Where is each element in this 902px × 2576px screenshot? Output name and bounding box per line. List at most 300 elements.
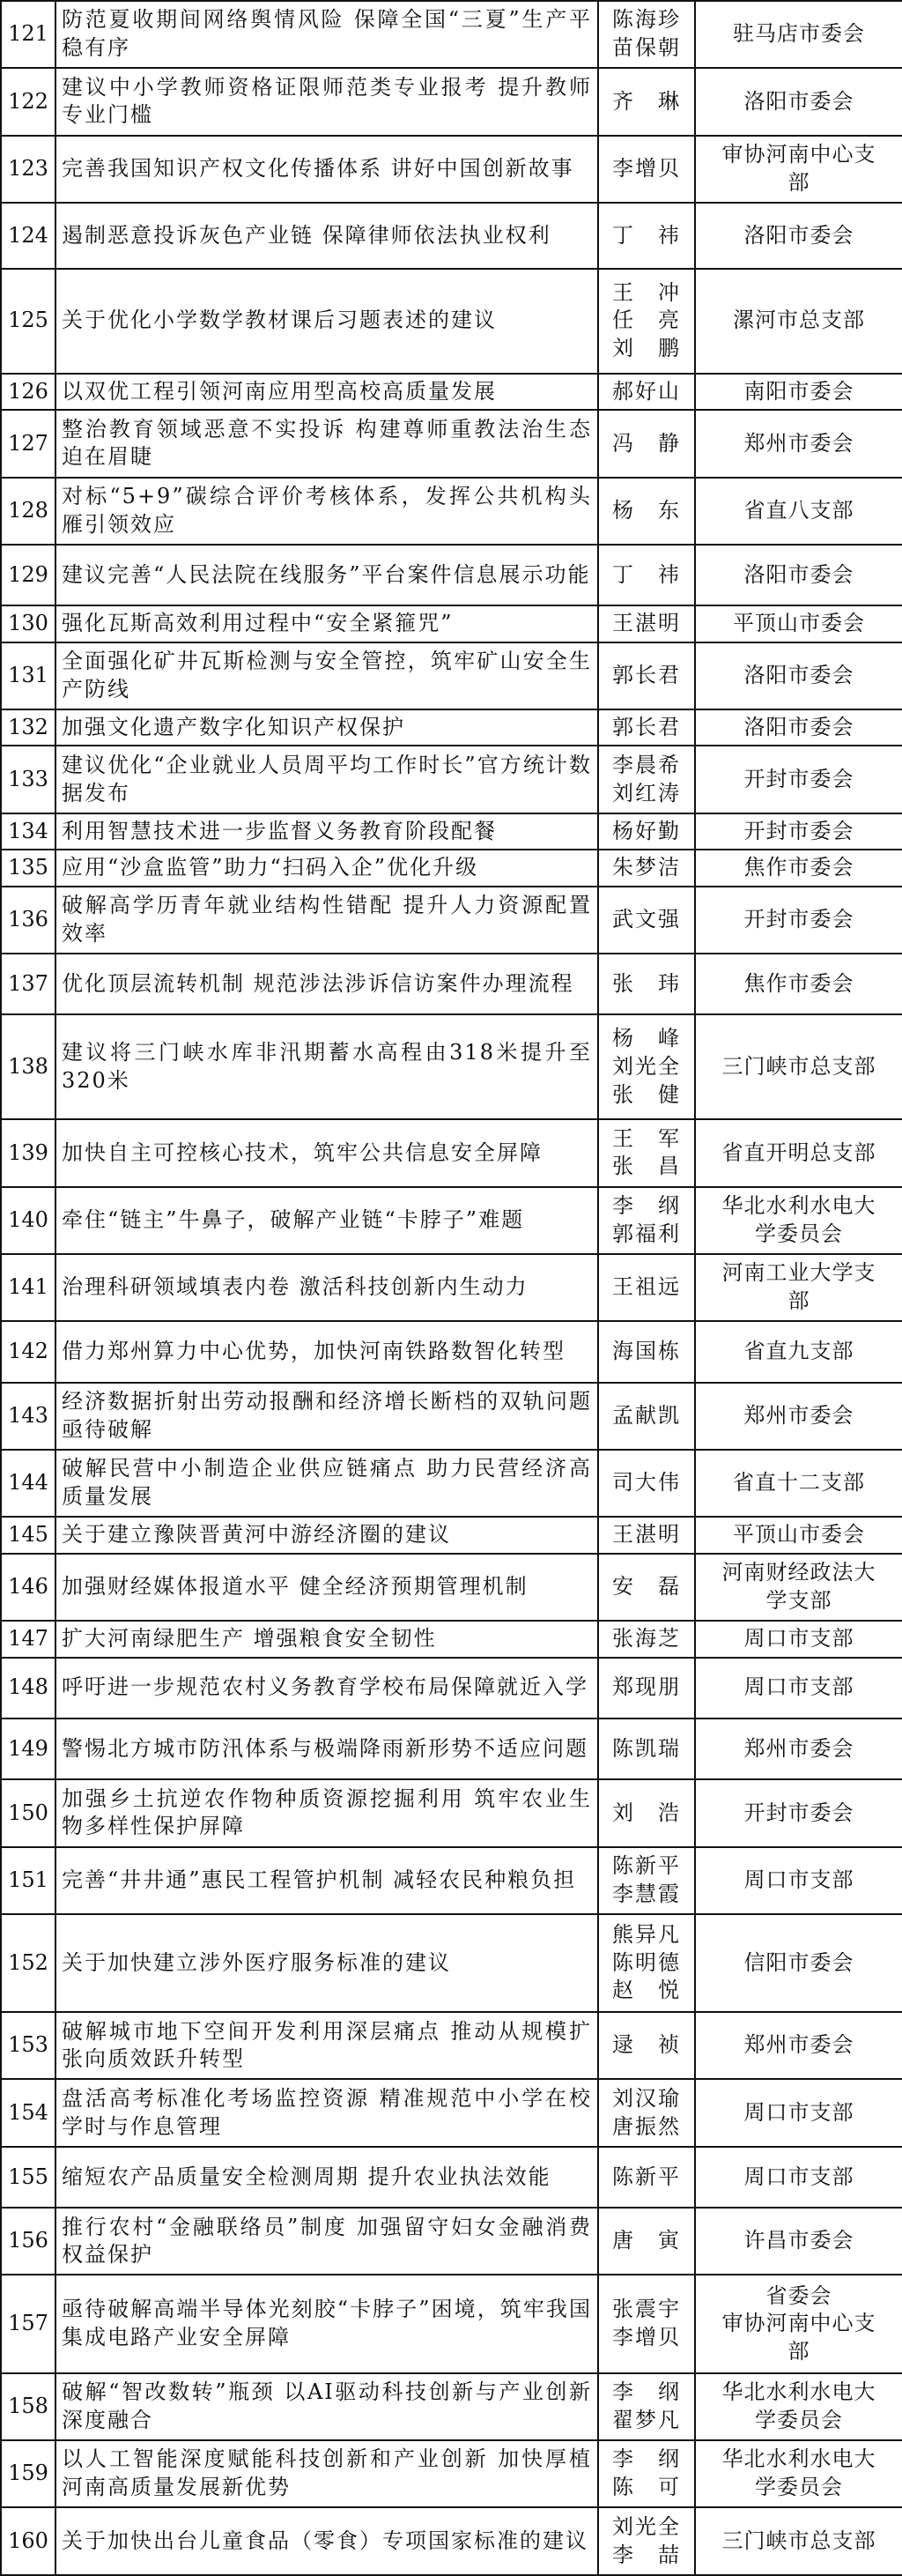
- author-name: 朱梦洁: [612, 855, 681, 880]
- proposal-unit: [695, 1119, 902, 1186]
- proposal-title: 强化瓦斯高效利用过程中“安全紧箍咒”: [55, 605, 598, 642]
- unit-name: 河南财经政法大: [721, 1560, 876, 1585]
- proposal-title: 加强文化遗产数字化知识产权保护: [55, 709, 598, 746]
- author-name: 陈 可: [612, 2475, 681, 2500]
- author-name: 王 军: [612, 1125, 681, 1151]
- unit-name: 三门峡市总支部: [721, 2528, 876, 2553]
- proposal-title: 破解“智改数转”瓶颈 以AI驱动科技创新与产业创新深度融合: [55, 2373, 598, 2440]
- row-number: 147: [1, 1621, 55, 1657]
- unit-name: 许昌市委会: [743, 2228, 854, 2253]
- author-name: 翟梦凡: [612, 2407, 681, 2432]
- unit-name: 部: [787, 1288, 810, 1314]
- unit-name: 华北水利水电大: [721, 2446, 876, 2472]
- author-name: 武文强: [612, 907, 681, 932]
- proposal-unit: [695, 1779, 902, 1846]
- proposal-unit: [695, 68, 902, 135]
- unit-name: 信阳市委会: [743, 1949, 854, 1975]
- proposal-authors: [598, 203, 695, 269]
- proposal-title: 缩短农产品质量安全检测周期 提升农业执法效能: [55, 2147, 598, 2208]
- author-name: 杨好勤: [612, 818, 681, 843]
- table-row: [1, 2373, 902, 2440]
- row-number: 152: [1, 1914, 55, 2012]
- author-name: 张海芝: [612, 1625, 681, 1651]
- row-number: 154: [1, 2079, 55, 2146]
- table-row: [1, 2440, 902, 2507]
- proposal-authors: [598, 2147, 695, 2208]
- row-number: 158: [1, 2373, 55, 2440]
- proposal-title: 利用智慧技术进一步监督义务教育阶段配餐: [55, 813, 598, 850]
- author-name: 李 纲: [612, 2379, 681, 2405]
- proposal-unit: [695, 1658, 902, 1719]
- row-number: 142: [1, 1321, 55, 1382]
- unit-name: 郑州市委会: [743, 1735, 854, 1761]
- table-row: [1, 1254, 902, 1321]
- proposal-authors: [598, 1, 695, 68]
- proposal-authors: [598, 813, 695, 850]
- author-name: 杨 峰: [612, 1026, 681, 1051]
- author-name: 陈海珍: [612, 7, 681, 33]
- proposal-unit: [695, 2079, 902, 2146]
- proposal-authors: [598, 1014, 695, 1119]
- proposal-unit: [695, 1621, 902, 1657]
- unit-name: 焦作市委会: [743, 855, 854, 880]
- proposal-authors: [598, 954, 695, 1014]
- proposal-unit: [695, 1450, 902, 1517]
- author-name: 陈新平: [612, 2164, 681, 2189]
- proposal-unit: [695, 1014, 902, 1119]
- row-number: 153: [1, 2012, 55, 2079]
- unit-name: 周口市支部: [743, 2164, 854, 2189]
- unit-name: 驻马店市委会: [733, 21, 865, 47]
- proposal-unit: [695, 1321, 902, 1382]
- proposal-title: 遏制恶意投诉灰色产业链 保障律师依法执业权利: [55, 203, 598, 269]
- proposal-authors: [598, 1517, 695, 1553]
- row-number: 141: [1, 1254, 55, 1321]
- unit-name: 周口市支部: [743, 1625, 854, 1651]
- unit-name: 洛阳市委会: [743, 222, 854, 248]
- proposal-title: 对标“5+9”碳综合评价考核体系，发挥公共机构头雁引领效应: [55, 478, 598, 545]
- proposal-authors: [598, 2440, 695, 2507]
- row-number: 150: [1, 1779, 55, 1846]
- row-number: 144: [1, 1450, 55, 1517]
- author-name: 刘光全: [612, 2513, 681, 2539]
- unit-name: 华北水利水电大: [721, 1193, 876, 1219]
- proposal-unit: [695, 1914, 902, 2012]
- unit-name: 周口市支部: [743, 1867, 854, 1892]
- unit-name: 郑州市委会: [743, 430, 854, 456]
- row-number: 139: [1, 1119, 55, 1186]
- table-row: [1, 709, 902, 746]
- author-name: 张震宇: [612, 2297, 681, 2322]
- author-name: 张 玮: [612, 970, 681, 996]
- table-row: [1, 813, 902, 850]
- proposal-unit: [695, 2275, 902, 2372]
- table-row: [1, 2012, 902, 2079]
- proposal-unit: [695, 1554, 902, 1621]
- proposal-authors: [598, 269, 695, 374]
- author-name: 任 亮: [612, 308, 681, 333]
- table-row: [1, 2275, 902, 2372]
- row-number: 135: [1, 850, 55, 886]
- proposal-authors: [598, 1658, 695, 1719]
- table-row: [1, 954, 902, 1014]
- proposal-unit: [695, 605, 902, 642]
- table-row: [1, 2208, 902, 2275]
- proposal-unit: [695, 269, 902, 374]
- author-name: 唐振然: [612, 2113, 681, 2139]
- row-number: 145: [1, 1517, 55, 1553]
- author-name: 孟献凯: [612, 1402, 681, 1428]
- row-number: 130: [1, 605, 55, 642]
- row-number: 122: [1, 68, 55, 135]
- proposal-title: 破解高学历青年就业结构性错配 提升人力资源配置效率: [55, 887, 598, 954]
- proposal-authors: [598, 709, 695, 746]
- author-name: 司大伟: [612, 1470, 681, 1496]
- proposal-authors: [598, 1914, 695, 2012]
- unit-name: 省直九支部: [743, 1339, 854, 1364]
- proposal-title: 加强乡土抗逆农作物种质资源挖掘利用 筑牢农业生物多样性保护屏障: [55, 1779, 598, 1846]
- unit-name: 漯河市总支部: [733, 308, 865, 333]
- author-name: 齐 琳: [612, 88, 681, 114]
- unit-name: 洛阳市委会: [743, 561, 854, 587]
- unit-name: 三门峡市总支部: [721, 1054, 876, 1080]
- proposal-authors: [598, 1450, 695, 1517]
- row-number: 123: [1, 136, 55, 203]
- proposal-title: 应用“沙盒监管”助力“扫码入企”优化升级: [55, 850, 598, 886]
- author-name: 李 喆: [612, 2542, 681, 2567]
- proposal-title: 关于加快出台儿童食品（零食）专项国家标准的建议: [55, 2507, 598, 2575]
- proposal-unit: [695, 136, 902, 203]
- author-name: 郝好山: [612, 378, 681, 404]
- table-row: [1, 1914, 902, 2012]
- unit-name: 省直十二支部: [733, 1470, 865, 1496]
- unit-name: 学委员会: [755, 2475, 843, 2500]
- author-name: 刘汉瑜: [612, 2085, 681, 2111]
- proposal-authors: [598, 1187, 695, 1254]
- proposal-title: 亟待破解高端半导体光刻胶“卡脖子”困境，筑牢我国集成电路产业安全屏障: [55, 2275, 598, 2372]
- unit-name: 平顶山市委会: [733, 1522, 865, 1548]
- unit-name: 洛阳市委会: [743, 88, 854, 114]
- row-number: 133: [1, 746, 55, 813]
- table-row: [1, 1187, 902, 1254]
- author-name: 张 昌: [612, 1154, 681, 1179]
- proposal-title: 破解城市地下空间开发利用深层痛点 推动从规模扩张向质效跃升转型: [55, 2012, 598, 2079]
- unit-name: 洛阳市委会: [743, 663, 854, 687]
- proposal-authors: [598, 136, 695, 203]
- table-row: [1, 1, 902, 68]
- row-number: 127: [1, 410, 55, 477]
- row-number: 124: [1, 203, 55, 269]
- author-name: 李增贝: [612, 2325, 681, 2350]
- proposal-title: 关于优化小学数学教材课后习题表述的建议: [55, 269, 598, 374]
- row-number: 125: [1, 269, 55, 374]
- proposal-title: 建议优化“企业就业人员周平均工作时长”官方统计数据发布: [55, 746, 598, 813]
- table-row: [1, 1554, 902, 1621]
- proposal-authors: [598, 1554, 695, 1621]
- proposal-authors: [598, 2373, 695, 2440]
- proposal-unit: [695, 1, 902, 68]
- row-number: 134: [1, 813, 55, 850]
- table-row: [1, 1321, 902, 1382]
- proposal-title: 加快自主可控核心技术，筑牢公共信息安全屏障: [55, 1119, 598, 1186]
- proposal-unit: [695, 1187, 902, 1254]
- table-row: [1, 2507, 902, 2575]
- proposal-authors: [598, 746, 695, 813]
- proposal-authors: [598, 2507, 695, 2575]
- author-name: 陈明德: [612, 1949, 681, 1975]
- author-name: 赵 悦: [612, 1978, 681, 2003]
- author-name: 丁 祎: [612, 561, 681, 587]
- row-number: 126: [1, 374, 55, 410]
- table-row: [1, 1517, 902, 1553]
- proposal-authors: [598, 374, 695, 410]
- table-row: [1, 1719, 902, 1779]
- author-name: 李慧霞: [612, 1881, 681, 1906]
- proposal-authors: [598, 68, 695, 135]
- proposal-title: 推行农村“金融联络员”制度 加强留守妇女金融消费权益保护: [55, 2208, 598, 2275]
- row-number: 137: [1, 954, 55, 1014]
- proposal-title: 盘活高考标准化考场监控资源 精准规范中小学在校学时与作息管理: [55, 2079, 598, 2146]
- unit-name: 开封市委会: [743, 907, 854, 932]
- table-row: [1, 269, 902, 374]
- row-number: 146: [1, 1554, 55, 1621]
- row-number: 129: [1, 545, 55, 605]
- proposal-title: 以人工智能深度赋能科技创新和产业创新 加快厚植河南高质量发展新优势: [55, 2440, 598, 2507]
- proposal-authors: [598, 1254, 695, 1321]
- table-row: [1, 642, 902, 709]
- proposal-authors: [598, 1621, 695, 1657]
- table-row: [1, 2147, 902, 2208]
- author-name: 刘红涛: [612, 780, 681, 805]
- proposal-authors: [598, 1719, 695, 1779]
- unit-name: 周口市支部: [743, 2099, 854, 2125]
- proposal-authors: [598, 1779, 695, 1846]
- proposal-title: 呼吁进一步规范农村义务教育学校布局保障就近入学: [55, 1658, 598, 1719]
- unit-name: 学委员会: [755, 2407, 843, 2432]
- proposal-title: 全面强化矿井瓦斯检测与安全管控，筑牢矿山安全生产防线: [55, 642, 598, 709]
- proposal-authors: [598, 2012, 695, 2079]
- proposal-authors: [598, 478, 695, 545]
- author-name: 苗保朝: [612, 35, 681, 61]
- proposal-title: 整治教育领域恶意不实投诉 构建尊师重教法治生态迫在眉睫: [55, 410, 598, 477]
- table-row: [1, 1621, 902, 1657]
- proposal-authors: [598, 1383, 695, 1450]
- unit-name: 洛阳市委会: [743, 714, 854, 739]
- table-row: [1, 1450, 902, 1517]
- proposal-title: 完善“井井通”惠民工程管护机制 减轻农民种粮负担: [55, 1847, 598, 1914]
- author-name: 郑现朋: [612, 1674, 681, 1700]
- proposal-title: 防范夏收期间网络舆情风险 保障全国“三夏”生产平稳有序: [55, 1, 598, 68]
- proposal-authors: [598, 2079, 695, 2146]
- row-number: 131: [1, 642, 55, 709]
- proposal-title: 优化顶层流转机制 规范涉法涉诉信访案件办理流程: [55, 954, 598, 1014]
- proposal-unit: [695, 2507, 902, 2575]
- table-row: [1, 1119, 902, 1186]
- proposal-authors: [598, 2275, 695, 2372]
- author-name: 杨 东: [612, 497, 681, 523]
- proposal-authors: [598, 545, 695, 605]
- unit-name: 平顶山市委会: [733, 611, 865, 636]
- author-name: 李 纲: [612, 1193, 681, 1219]
- proposal-title: 扩大河南绿肥生产 增强粮食安全韧性: [55, 1621, 598, 1657]
- row-number: 148: [1, 1658, 55, 1719]
- row-number: 136: [1, 887, 55, 954]
- unit-name: 周口市支部: [743, 1674, 854, 1700]
- author-name: 刘光全: [612, 1054, 681, 1080]
- author-name: 陈新平: [612, 1853, 681, 1879]
- table-row: [1, 1658, 902, 1719]
- author-name: 冯 静: [612, 430, 681, 456]
- proposal-unit: [695, 813, 902, 850]
- author-name: 李晨希: [612, 752, 681, 777]
- proposal-unit: [695, 954, 902, 1014]
- unit-name: 省委会: [765, 2283, 832, 2308]
- proposal-authors: [598, 850, 695, 886]
- proposal-title: 建议将三门峡水库非汛期蓄水高程由318米提升至320米: [55, 1014, 598, 1119]
- proposal-unit: [695, 850, 902, 886]
- table-row: [1, 136, 902, 203]
- proposal-authors: [598, 410, 695, 477]
- author-name: 郭长君: [612, 714, 681, 739]
- author-name: 海国栋: [612, 1339, 681, 1364]
- row-number: 132: [1, 709, 55, 746]
- author-name: 郭福利: [612, 1221, 681, 1246]
- proposal-authors: [598, 1321, 695, 1382]
- table-row: [1, 605, 902, 642]
- proposal-title: 关于加快建立涉外医疗服务标准的建议: [55, 1914, 598, 2012]
- proposal-title: 以双优工程引领河南应用型高校高质量发展: [55, 374, 598, 410]
- proposal-authors: [598, 1847, 695, 1914]
- proposal-unit: [695, 642, 902, 709]
- row-number: 121: [1, 1, 55, 68]
- proposal-title: 完善我国知识产权文化传播体系 讲好中国创新故事: [55, 136, 598, 203]
- author-name: 刘 鹏: [612, 336, 681, 361]
- proposal-unit: [695, 1383, 902, 1450]
- table-row: [1, 887, 902, 954]
- author-name: 李增贝: [612, 155, 681, 181]
- author-name: 李 纲: [612, 2446, 681, 2472]
- row-number: 159: [1, 2440, 55, 2507]
- proposal-unit: [695, 374, 902, 410]
- proposal-unit: [695, 2373, 902, 2440]
- table-row: [1, 746, 902, 813]
- proposal-unit: [695, 887, 902, 954]
- author-name: 王湛明: [612, 1522, 681, 1548]
- proposal-title: 加强财经媒体报道水平 健全经济预期管理机制: [55, 1554, 598, 1621]
- proposal-unit: [695, 1254, 902, 1321]
- author-name: 郭长君: [612, 663, 681, 687]
- author-name: 陈凯瑞: [612, 1735, 681, 1761]
- proposal-unit: [695, 1847, 902, 1914]
- table-row: [1, 203, 902, 269]
- proposal-unit: [695, 746, 902, 813]
- author-name: 安 磊: [612, 1574, 681, 1600]
- row-number: 149: [1, 1719, 55, 1779]
- row-number: 128: [1, 478, 55, 545]
- author-name: 张 健: [612, 1081, 681, 1107]
- unit-name: 学委员会: [755, 1221, 843, 1246]
- proposal-unit: [695, 478, 902, 545]
- author-name: 刘 浩: [612, 1800, 681, 1825]
- unit-name: 河南工业大学支: [721, 1260, 876, 1286]
- row-number: 143: [1, 1383, 55, 1450]
- proposal-title: 牵住“链主”牛鼻子，破解产业链“卡脖子”难题: [55, 1187, 598, 1254]
- proposal-title: 关于建立豫陕晋黄河中游经济圈的建议: [55, 1517, 598, 1553]
- proposal-unit: [695, 410, 902, 477]
- author-name: 熊异凡: [612, 1921, 681, 1947]
- proposal-unit: [695, 203, 902, 269]
- author-name: 王 冲: [612, 279, 681, 305]
- proposal-unit: [695, 2012, 902, 2079]
- proposal-authors: [598, 642, 695, 709]
- author-name: 王祖远: [612, 1274, 681, 1300]
- proposal-unit: [695, 2208, 902, 2275]
- author-name: 逯 祯: [612, 2032, 681, 2058]
- unit-name: 开封市委会: [743, 1800, 854, 1825]
- unit-name: 部: [787, 2338, 810, 2364]
- proposal-title: 借力郑州算力中心优势，加快河南铁路数智化转型: [55, 1321, 598, 1382]
- proposal-unit: [695, 1719, 902, 1779]
- table-row: [1, 410, 902, 477]
- table-row: [1, 374, 902, 410]
- proposal-title: 经济数据折射出劳动报酬和经济增长断档的双轨问题亟待破解: [55, 1383, 598, 1450]
- unit-name: 焦作市委会: [743, 970, 854, 996]
- row-number: 156: [1, 2208, 55, 2275]
- row-number: 151: [1, 1847, 55, 1914]
- unit-name: 省直八支部: [743, 497, 854, 523]
- author-name: 王湛明: [612, 611, 681, 636]
- unit-name: 开封市委会: [743, 818, 854, 843]
- table-row: [1, 850, 902, 886]
- row-number: 140: [1, 1187, 55, 1254]
- proposal-unit: [695, 709, 902, 746]
- row-number: 155: [1, 2147, 55, 2208]
- proposal-authors: [598, 887, 695, 954]
- proposal-title: 破解民营中小制造企业供应链痛点 助力民营经济高质量发展: [55, 1450, 598, 1517]
- proposal-unit: [695, 1517, 902, 1553]
- proposal-unit: [695, 545, 902, 605]
- table-row: [1, 1383, 902, 1450]
- proposal-authors: [598, 605, 695, 642]
- table-row: [1, 68, 902, 135]
- unit-name: 郑州市委会: [743, 2032, 854, 2058]
- table-row: [1, 545, 902, 605]
- row-number: 160: [1, 2507, 55, 2575]
- proposal-unit: [695, 2440, 902, 2507]
- row-number: 157: [1, 2275, 55, 2372]
- unit-name: 开封市委会: [743, 766, 854, 791]
- unit-name: 华北水利水电大: [721, 2379, 876, 2405]
- proposal-title: 建议完善“人民法院在线服务”平台案件信息展示功能: [55, 545, 598, 605]
- proposal-list-body: [1, 1, 902, 2575]
- proposal-title: 建议中小学教师资格证限师范类专业报考 提升教师专业门槛: [55, 68, 598, 135]
- unit-name: 学支部: [765, 1587, 832, 1613]
- proposal-authors: [598, 2208, 695, 2275]
- author-name: 唐 寅: [612, 2228, 681, 2253]
- table-row: [1, 1779, 902, 1846]
- proposal-title: 治理科研领域填表内卷 激活科技创新内生动力: [55, 1254, 598, 1321]
- unit-name: 南阳市委会: [743, 378, 854, 404]
- unit-name: 郑州市委会: [743, 1402, 854, 1428]
- author-name: 丁 祎: [612, 222, 681, 248]
- table-row: [1, 1014, 902, 1119]
- proposal-authors: [598, 1119, 695, 1186]
- proposal-title: 警惕北方城市防汛体系与极端降雨新形势不适应问题: [55, 1719, 598, 1779]
- table-row: [1, 478, 902, 545]
- unit-name: 审协河南中心支: [721, 2311, 876, 2336]
- table-row: [1, 1847, 902, 1914]
- proposal-unit: [695, 2147, 902, 2208]
